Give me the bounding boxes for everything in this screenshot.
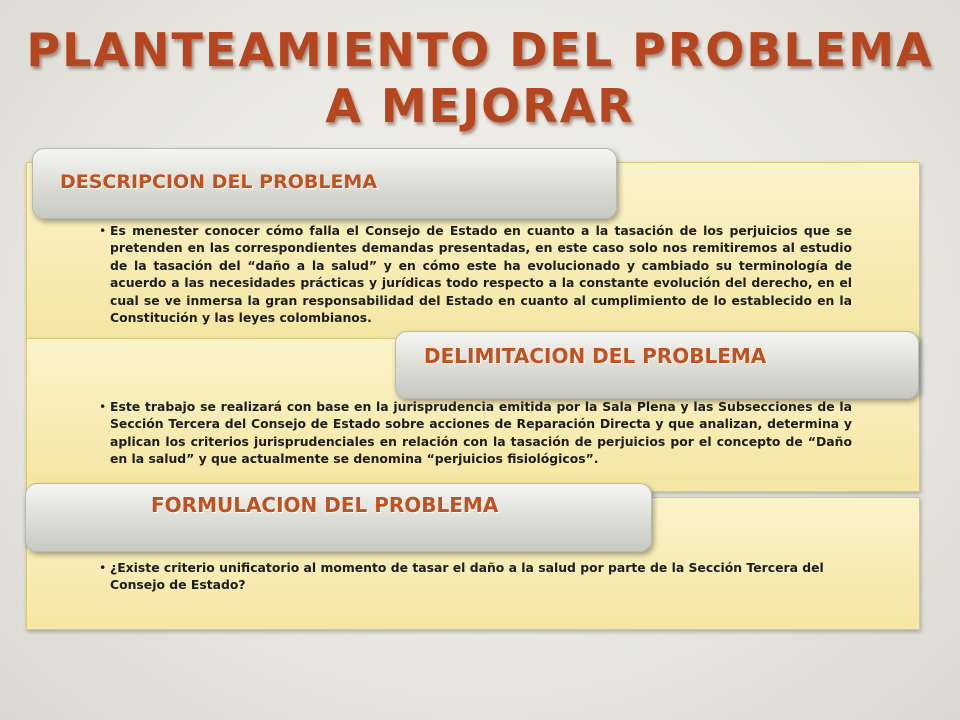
description-text: Es menester conocer cómo falla el Consejo de Estado en cuanto a la tasación de los perjuicios que se pretenden en las correspondientes demandas presentadas, en este caso solo nos remitiremos al estudio de la tasación del “daño a la salud” y en cómo este ha evolucionado y cambiado su terminología de acuerdo a las necesidades prácticas y jurídicas todo respecto a la constante evolución del derecho, en el cual se ve inmersa la gran responsabilidad del Estado en cuanto al cumplimiento de lo establecido en la Constitución y las leyes colombianos.: [110, 223, 852, 326]
bullet-marker: •: [99, 399, 107, 414]
formulation-bullet: [99, 559, 852, 594]
description-heading: DESCRIPCION DEL PROBLEMA: [60, 171, 378, 193]
description-heading-tab: [32, 148, 617, 219]
bullet-marker: •: [99, 560, 107, 575]
bullet-marker: •: [99, 223, 107, 238]
formulation-heading: FORMULACION DEL PROBLEMA: [151, 493, 499, 517]
slide-title: PLANTEAMIENTO DEL PROBLEMA A MEJORAR: [26, 23, 934, 133]
description-bullet: [99, 222, 852, 326]
delimitation-text: Este trabajo se realizará con base en la jurisprudencia emitida por la Sala Plena y las Subsecciones de la Sección Tercera del Consejo de Estado sobre acciones de Reparación Directa y que analizan, determina y aplican los criterios jurisprudenciales en relación con la tasación de perjuicios por el concepto de “Daño en la salud” y que actualmente se denomina “perjuicios fisiológicos”.: [110, 399, 852, 467]
delimitation-heading: DELIMITACION DEL PROBLEMA: [424, 344, 767, 368]
delimitation-heading-tab: [395, 331, 919, 399]
formulation-heading-tab: [25, 483, 652, 552]
formulation-text: ¿Existe criterio unificatorio al momento de tasar el daño a la salud por parte de la Sección Tercera del Consejo de Estado?: [110, 560, 824, 593]
delimitation-bullet: [99, 398, 852, 468]
